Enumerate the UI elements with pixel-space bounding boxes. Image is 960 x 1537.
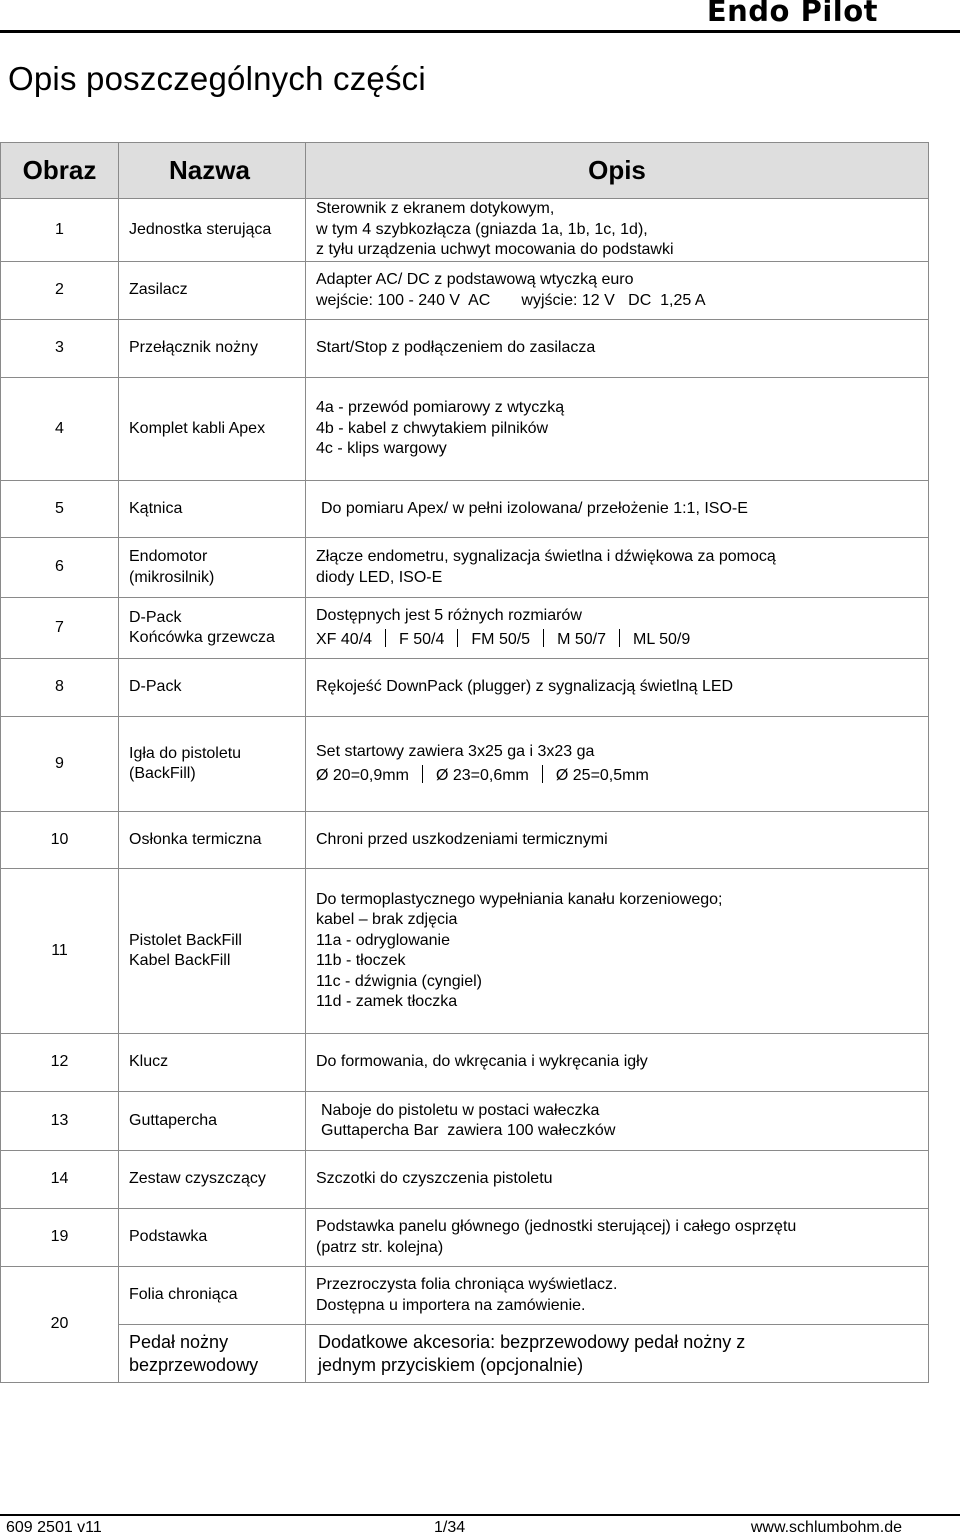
desc-line: Guttapercha Bar zawiera 100 wałeczków [321, 1122, 616, 1139]
row-number: 6 [1, 538, 119, 598]
size-item: ML 50/9 [633, 630, 691, 648]
desc-line: Chroni przed uszkodzeniami termicznymi [316, 830, 608, 848]
size-item: Ø 25=0,5mm [555, 766, 649, 784]
desc-line: 11a - odryglowanie [316, 931, 451, 949]
name-line: Kątnica [129, 499, 183, 517]
row-number: 11 [1, 869, 119, 1034]
table-row [1, 598, 929, 659]
table-row [1, 869, 929, 1034]
row-name [119, 869, 306, 1034]
brand-logo: Endo Pilot [706, 0, 878, 28]
row-description [306, 1209, 929, 1267]
table-row [1, 1325, 929, 1383]
desc-line: kabel – brak zdjęcia [316, 911, 458, 928]
row-number: 3 [1, 320, 119, 378]
desc-line: Naboje do pistoletu w postaci wałeczka [321, 1101, 600, 1119]
row-name [119, 199, 306, 262]
row-number: 2 [1, 262, 119, 320]
size-item: Ø 23=0,6mm [435, 766, 529, 784]
row-number: 8 [1, 659, 119, 717]
desc-line: z tyłu urządzenia uchwyt mocowania do podstawki [316, 241, 674, 259]
row-description [306, 320, 929, 378]
row-description [306, 538, 929, 598]
row-description [306, 717, 929, 812]
row-name [119, 659, 306, 717]
footer-rule [0, 1514, 960, 1516]
desc-line: Start/Stop z podłączeniem do zasilacza [316, 339, 596, 357]
row-name [119, 1325, 306, 1383]
row-number: 1 [1, 199, 119, 262]
desc-line: Do pomiaru Apex/ w pełni izolowana/ przełożenie 1:1, ISO-E [321, 499, 748, 517]
row-name [119, 481, 306, 538]
row-number: 14 [1, 1151, 119, 1209]
desc-line: Do formowania, do wkręcania i wykręcania igły [316, 1053, 648, 1071]
row-description [306, 659, 929, 717]
name-line: (mikrosilnik) [129, 568, 215, 586]
row-number: 5 [1, 481, 119, 538]
row-name [119, 1151, 306, 1209]
row-number: 13 [1, 1092, 119, 1151]
desc-line: wejście: 100 - 240 V AC wyjście: 12 V DC 1,25 A [316, 291, 706, 309]
row-name [119, 262, 306, 320]
desc-line: Szczotki do czyszczenia pistoletu [316, 1170, 553, 1188]
table-row [1, 1209, 929, 1267]
row-name [119, 320, 306, 378]
desc-line: Przezroczysta folia chroniąca wyświetlacz. [316, 1276, 618, 1293]
name-line: Komplet kabli Apex [129, 419, 266, 437]
row-name [119, 1209, 306, 1267]
desc-line: 11b - tłoczek [316, 952, 406, 969]
separator [619, 629, 620, 647]
separator [385, 629, 386, 647]
name-line: Jednostka sterująca [129, 220, 272, 238]
column-header-image: Obraz [1, 143, 119, 199]
desc-line: 11d - zamek tłoczka [316, 993, 458, 1010]
size-item: FM 50/5 [471, 630, 531, 648]
name-line: Endomotor [129, 548, 208, 565]
row-description [306, 1325, 929, 1383]
row-name [119, 1092, 306, 1151]
desc-line: Złącze endometru, sygnalizacja świetlna i dźwiękowa za pomocą [316, 548, 776, 565]
row-description [306, 1034, 929, 1092]
name-line: Osłonka termiczna [129, 830, 262, 848]
name-line: D-Pack [129, 608, 182, 626]
row-name [119, 1034, 306, 1092]
row-name [119, 812, 306, 869]
desc-line: 4b - kabel z chwytakiem pilników [316, 419, 549, 437]
desc-line: Set startowy zawiera 3x25 ga i 3x23 ga [316, 743, 595, 760]
desc-line: jednym przyciskiem (opcjonalnie) [318, 1354, 584, 1375]
row-description [306, 869, 929, 1034]
name-line: D-Pack [129, 678, 182, 696]
desc-line: diody LED, ISO-E [316, 568, 443, 586]
desc-line: w tym 4 szybkozłącza (gniazda 1a, 1b, 1c, 1d), [316, 220, 648, 238]
row-number: 12 [1, 1034, 119, 1092]
desc-line: (patrz str. kolejna) [316, 1238, 444, 1256]
row-description [306, 378, 929, 481]
table-row [1, 262, 929, 320]
row-name [119, 1267, 306, 1325]
table-row [1, 812, 929, 869]
column-header-name: Nazwa [119, 143, 306, 199]
separator [457, 629, 458, 647]
table-row [1, 1267, 929, 1325]
size-item: XF 40/4 [316, 630, 373, 648]
parts-table [0, 142, 929, 1383]
separator [543, 629, 544, 647]
desc-line: 4a - przewód pomiarowy z wtyczką [316, 399, 565, 417]
name-line: Kabel BackFill [129, 952, 231, 969]
table-row [1, 1034, 929, 1092]
table-row [1, 659, 929, 717]
size-item: M 50/7 [557, 630, 606, 648]
table-row [1, 1151, 929, 1209]
row-number: 10 [1, 812, 119, 869]
desc-line: Sterownik z ekranem dotykowym, [316, 200, 555, 218]
page-number: 1/34 [434, 1519, 466, 1536]
row-number: 7 [1, 598, 119, 659]
name-line: Igła do pistoletu [129, 744, 242, 762]
row-description [306, 1092, 929, 1151]
column-header-description: Opis [306, 143, 929, 199]
name-line: Klucz [129, 1053, 169, 1071]
desc-line: 4c - klips wargowy [316, 440, 447, 458]
row-name [119, 717, 306, 812]
table-row [1, 320, 929, 378]
row-name [119, 538, 306, 598]
row-description [306, 598, 929, 659]
name-line: Podstawka [129, 1228, 208, 1246]
row-description [306, 481, 929, 538]
size-list [316, 765, 928, 787]
separator [542, 765, 543, 783]
header-rule [0, 30, 960, 33]
row-number: 9 [1, 717, 119, 812]
table-row [1, 538, 929, 598]
table-row [1, 1092, 929, 1151]
table-row [1, 481, 929, 538]
name-line: Folia chroniąca [129, 1286, 238, 1304]
row-number: 19 [1, 1209, 119, 1267]
desc-line: Dostępna u importera na zamówienie. [316, 1296, 586, 1314]
page-title: Opis poszczególnych części [8, 60, 426, 97]
table-row [1, 199, 929, 262]
table-row [1, 378, 929, 481]
row-description [306, 1151, 929, 1209]
desc-line: Dodatkowe akcesoria: bezprzewodowy pedał nożny z [318, 1331, 746, 1352]
name-line: Końcówka grzewcza [129, 629, 275, 646]
row-description [306, 199, 929, 262]
name-line: bezprzewodowy [129, 1354, 259, 1375]
desc-line: 11c - dźwignia (cyngiel) [316, 972, 482, 990]
table-row [1, 717, 929, 812]
name-line: Pistolet BackFill [129, 931, 242, 949]
name-line: Zestaw czyszczący [129, 1170, 266, 1188]
website-link[interactable]: www.schlumbohm.de [750, 1519, 902, 1536]
name-line: Pedał nożny [129, 1331, 229, 1352]
name-line: (BackFill) [129, 765, 196, 782]
row-description [306, 1267, 929, 1325]
name-line: Przełącznik nożny [129, 339, 258, 357]
desc-line: Rękojeść DownPack (plugger) z sygnalizacją świetlną LED [316, 678, 734, 696]
name-line: Guttapercha [129, 1111, 218, 1129]
size-list [316, 629, 928, 651]
name-line: Zasilacz [129, 281, 188, 299]
desc-line: Podstawka panelu głównego (jednostki sterującej) i całego osprzętu [316, 1218, 797, 1235]
size-item: F 50/4 [399, 630, 445, 648]
row-name [119, 378, 306, 481]
desc-line: Do termoplastycznego wypełniania kanału korzeniowego; [316, 890, 723, 908]
row-name [119, 598, 306, 659]
table-header-row [1, 143, 929, 199]
row-number: 4 [1, 378, 119, 481]
size-item: Ø 20=0,9mm [316, 766, 409, 784]
row-description [306, 262, 929, 320]
separator [422, 765, 423, 783]
row-description [306, 812, 929, 869]
row-number: 20 [1, 1267, 119, 1383]
document-number: 609 2501 v11 [6, 1519, 102, 1536]
desc-line: Dostępnych jest 5 różnych rozmiarów [316, 607, 582, 624]
desc-line: Adapter AC/ DC z podstawową wtyczką euro [316, 271, 634, 288]
